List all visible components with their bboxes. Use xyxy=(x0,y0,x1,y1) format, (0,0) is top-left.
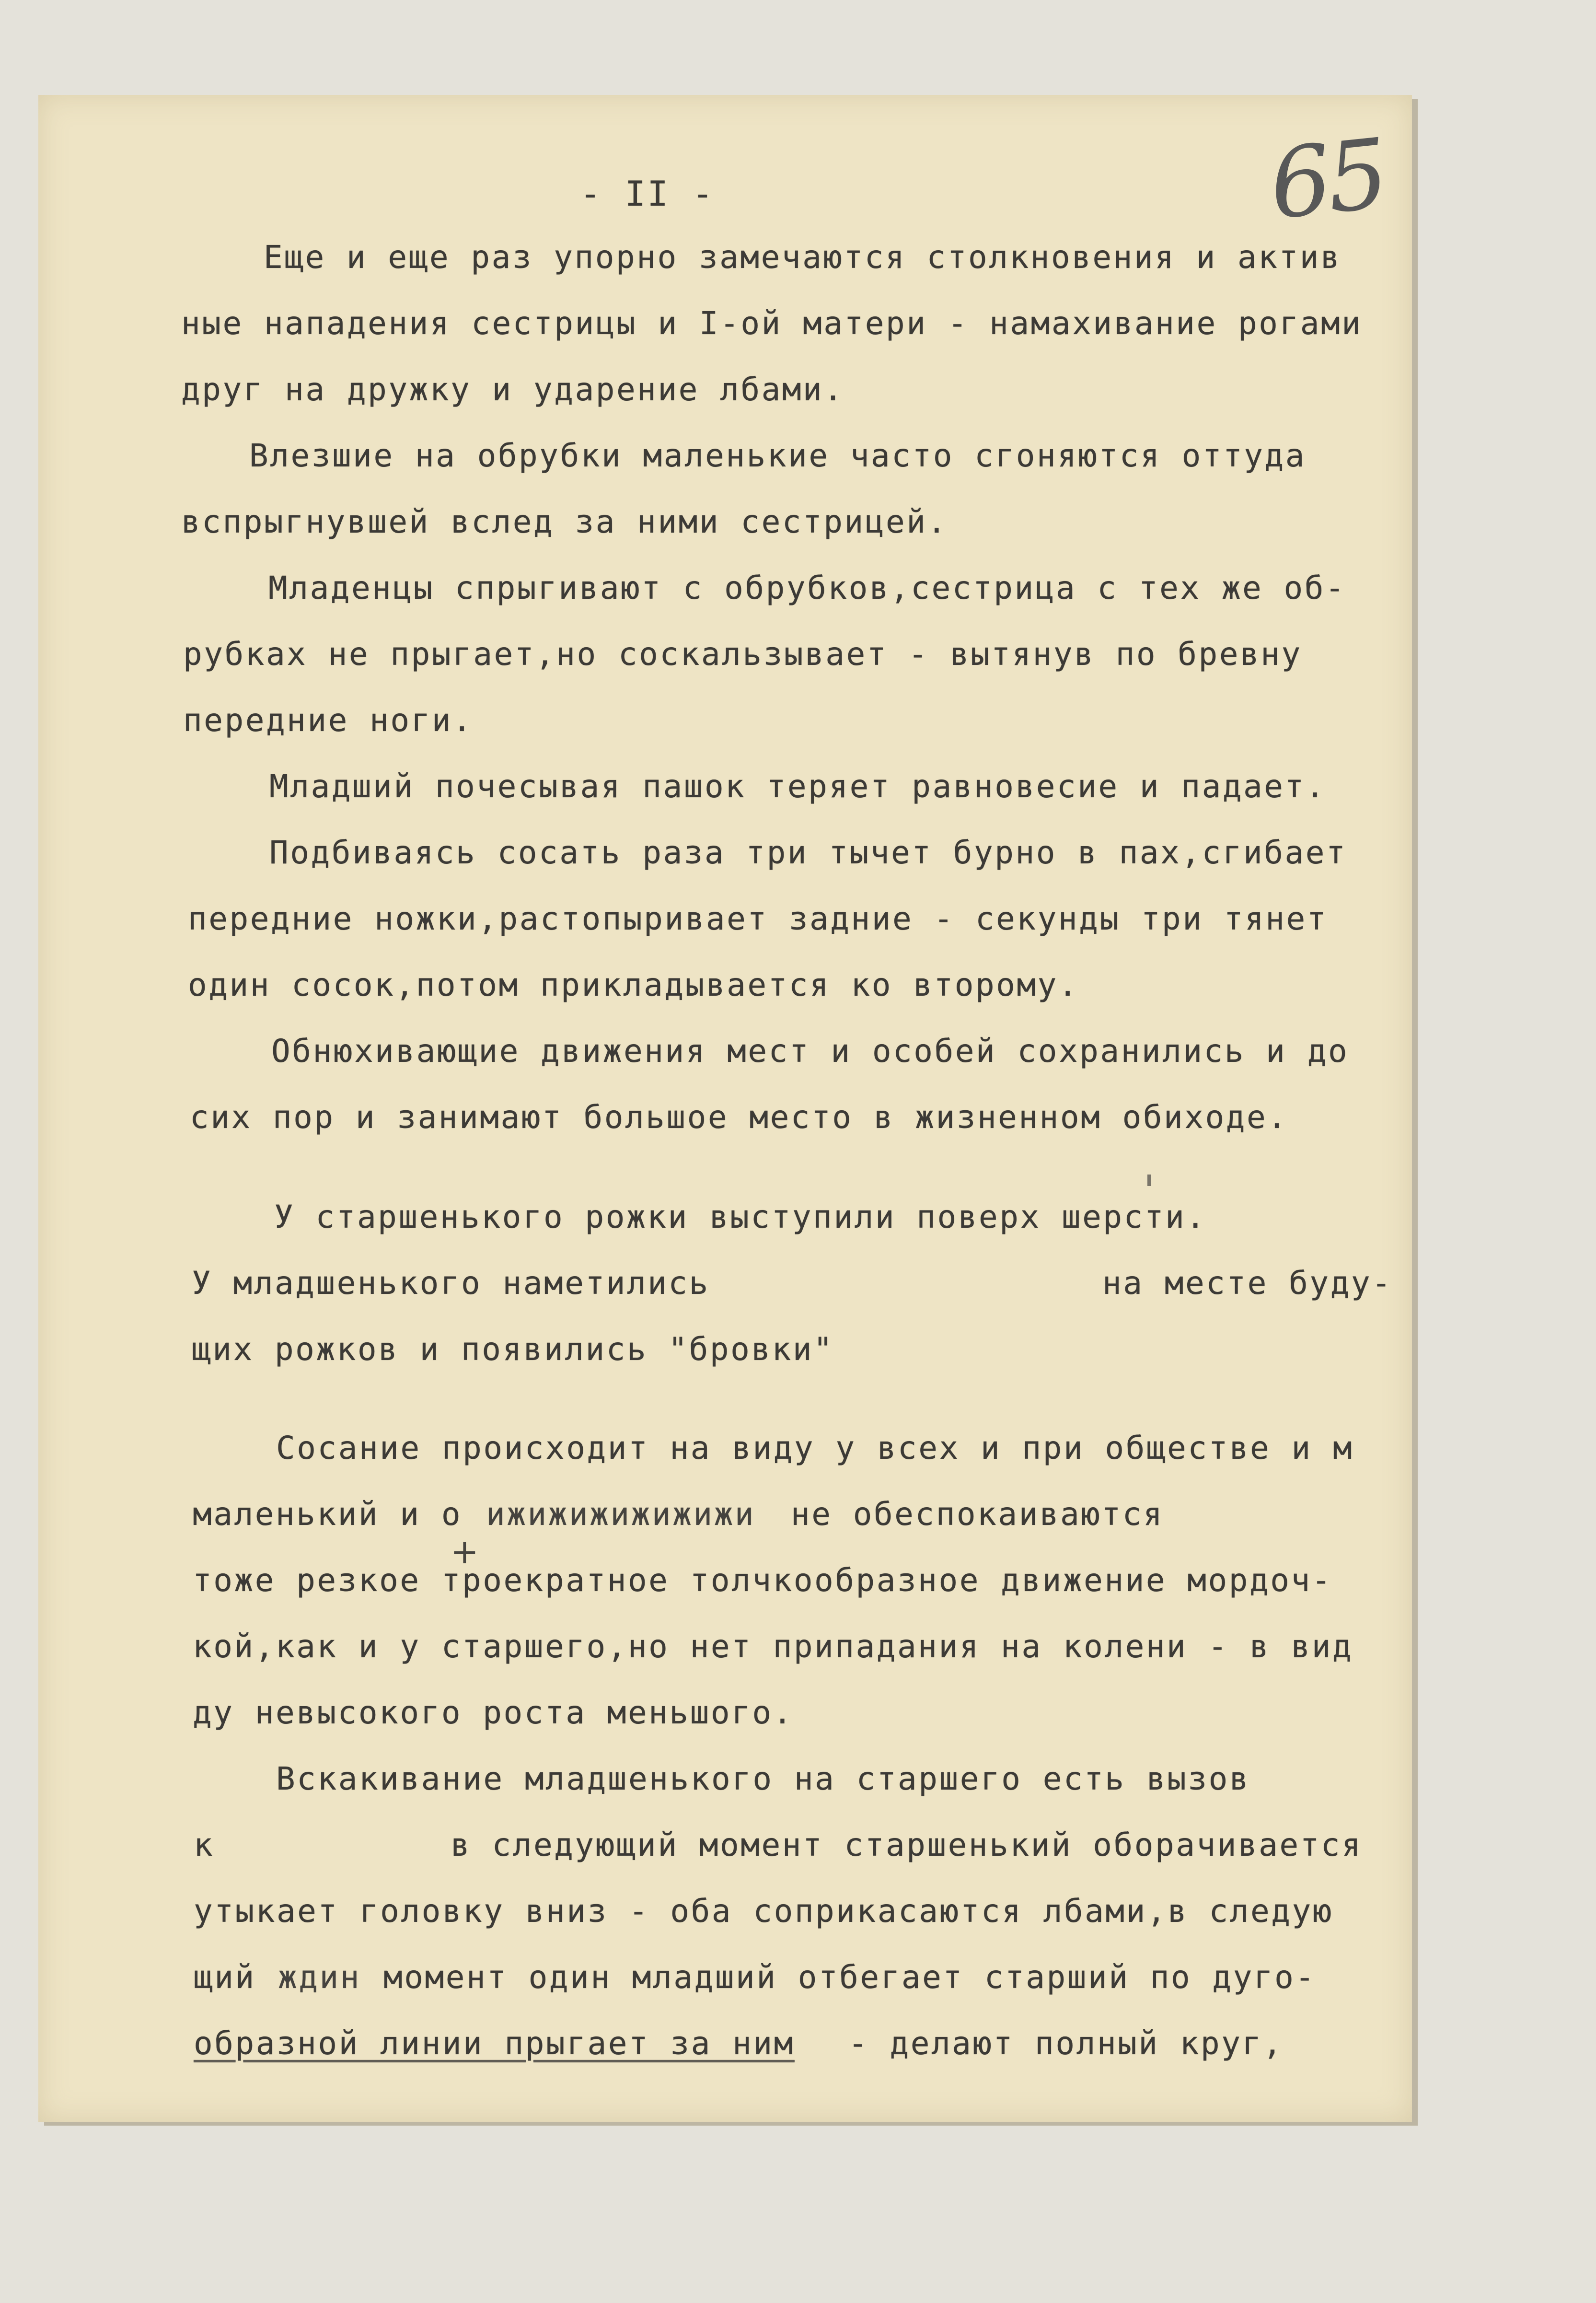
text-line: ду невысокого роста меньшого. xyxy=(193,1694,794,1731)
text-line: Вскакивание младшенького на старшего есть вызов xyxy=(276,1760,1250,1797)
text-line: не обеспокаиваются xyxy=(791,1496,1164,1533)
insertion-mark: + xyxy=(451,1532,479,1571)
text-line: щих рожков и появились "бровки" xyxy=(192,1331,834,1368)
text-line: - делают полный круг, xyxy=(848,2025,1284,2062)
text-line: сих пор и занимают большое место в жизненном обиходе. xyxy=(190,1099,1288,1136)
struck-out-text: ижижижижижижи xyxy=(486,1496,756,1533)
text-line: в следующий момент старшенький оборачивается xyxy=(451,1826,1363,1863)
text-line: У младшенького наметились xyxy=(192,1265,710,1302)
text-line: рубках не прыгает,но соскальзывает - вытянув по бревну xyxy=(183,636,1302,673)
text-line: к xyxy=(194,1826,215,1863)
text-line: У старшенького рожки выступили поверх шерсти. xyxy=(274,1198,1207,1235)
text-line: маленький и о xyxy=(193,1496,463,1533)
text-line: передние ноги. xyxy=(183,702,474,739)
text-line: Обнюхивающие движения мест и особей сохранились и до xyxy=(271,1033,1349,1070)
text-line: утыкает головку вниз - оба соприкасаются лбами,в следую xyxy=(194,1893,1333,1930)
text-line: щий xyxy=(194,1959,256,1996)
text-line: вспрыгнувшей вслед за ними сестрицей. xyxy=(181,503,948,540)
text-line: Влезшие на обрубки маленькие часто сгоняются оттуда xyxy=(249,437,1307,474)
text-line: на месте буду- xyxy=(1102,1265,1393,1302)
text-line: передние ножки,растопыривает задние - секунды три тянет xyxy=(188,900,1328,937)
text-line: Сосание происходит на виду у всех и при обществе и м xyxy=(276,1430,1354,1466)
text-line: кой,как и у старшего,но нет припадания на колени - в вид xyxy=(193,1628,1353,1665)
margin-tick xyxy=(1147,1175,1151,1186)
text-line: Еще и еще раз упорно замечаются столкновения и актив xyxy=(264,239,1342,276)
page-number: - II - xyxy=(580,174,715,214)
text-line: ные нападения сестрицы и I-ой матери - намахивание рогами xyxy=(181,305,1363,342)
folio-number: 65 xyxy=(1264,118,1390,241)
text-line: Младший почесывая пашок теряет равновесие и падает. xyxy=(269,768,1327,805)
text-line: друг на дружку и ударение лбами. xyxy=(181,371,844,408)
text-line: один сосок,потом прикладывается ко второму. xyxy=(188,966,1079,1003)
text-line: момент один младший отбегает старший по дуго- xyxy=(383,1959,1316,1996)
text-line: Младенцы спрыгивают с обрубков,сестрица с тех же об- xyxy=(268,570,1346,606)
underlined-text: образной линии прыгает за ним xyxy=(194,2025,795,2062)
text-line: Подбиваясь сосать раза три тычет бурно в пах,сгибает xyxy=(269,834,1347,871)
struck-out-text: ждин xyxy=(278,1959,361,1996)
text-line: тоже резкое троекратное толчкообразное движение мордоч- xyxy=(193,1562,1332,1599)
